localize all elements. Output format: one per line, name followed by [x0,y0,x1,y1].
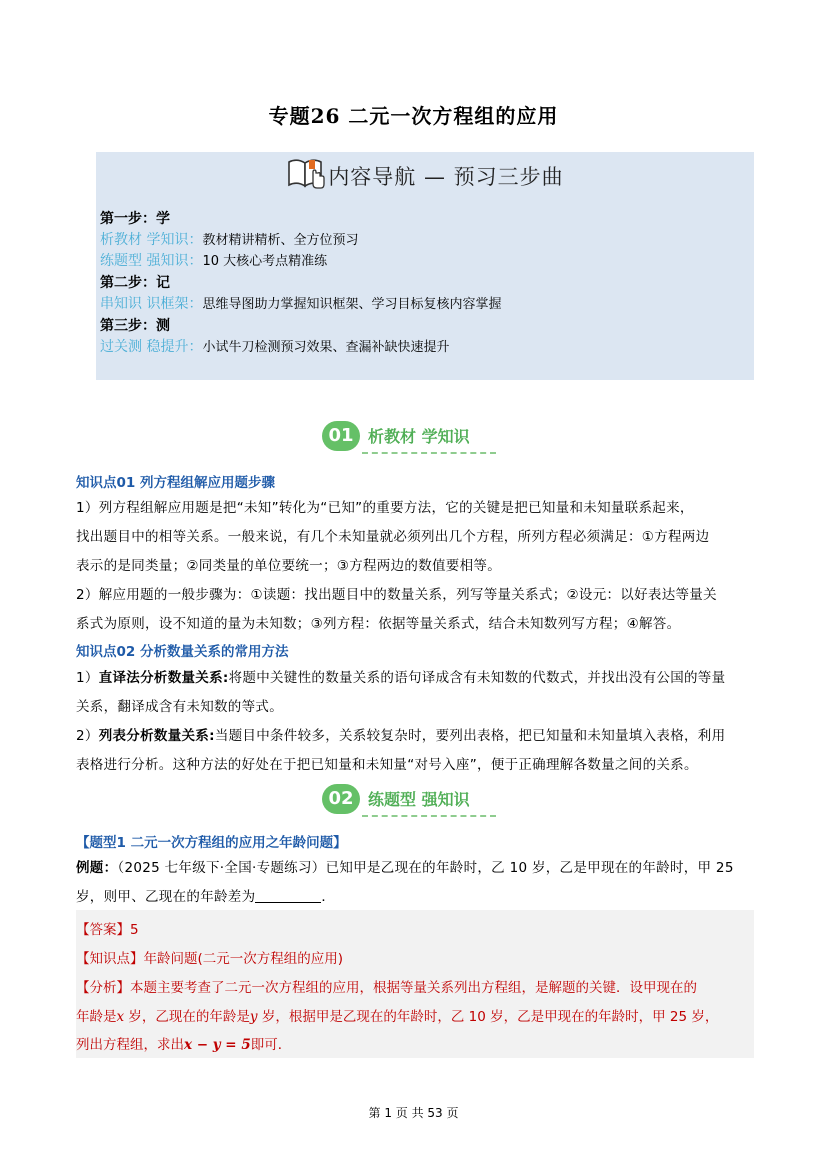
section-number: 02 [322,784,360,814]
kp1-line: 1）列方程组解应用题是把“未知”转化为“已知”的重要方法，它的关键是把已知量和未知量联系起来， [76,500,694,516]
nav-step1-item1 [100,230,358,251]
nav-header-text: 内容导航 — 预习三步曲 [328,165,564,189]
variable-y: y [249,1009,258,1025]
kp2-line [76,664,756,693]
section-number: 01 [322,421,360,451]
answer-line [76,918,139,938]
analysis-text: 列出方程组，求出 [76,1037,184,1053]
knowledge-point-2-heading: 知识点02 分析数量关系的常用方法 [76,644,289,660]
example-line [76,883,756,912]
answer-value: 5 [130,922,139,938]
analysis-line [76,1033,291,1053]
analysis-line [76,1005,718,1025]
answer-blank [255,888,321,903]
example-question [76,854,756,912]
section-underline [362,452,496,454]
step3-desc: 小试牛刀检测预习效果、查漏补缺快速提升 [202,340,450,355]
example-text: 岁，则甲、乙现在的年龄差为 [76,889,256,905]
example-end: ． [321,889,336,905]
analysis-label: 【分析】 [76,980,130,996]
equation: x − y = 5 [184,1037,251,1053]
kp1-line: 找出题目中的相等关系。一般来说，有几个未知量就必须列出几个方程，所列方程必须满足：①方程两边 [76,529,710,545]
kp2-prefix: 2） [76,728,99,744]
nav-step3 [100,316,170,336]
analysis-text: 即可． [250,1037,292,1053]
analysis-text: 年龄是 [76,1009,117,1025]
kp1-line: 2）解应用题的一般步骤为：①读题：找出题目中的数量关系，列写等量关系式；②设元：以好表达等量关 [76,587,717,603]
nav-step3-item [100,337,449,358]
analysis-text: 本题主要考查了二元一次方程组的应用，根据等量关系列出方程组，是解题的关键．设甲现在的 [130,980,697,996]
step1b-tag: 练题型 强知识： [100,253,203,269]
step1-desc: 教材精讲精析、全方位预习 [202,233,359,248]
kp1-line: 表示的是同类量；②同类量的单位要统一；③方程两边的数值要相等。 [76,558,502,574]
kp2-text: 将题中关键性的数量关系的语句译成含有未知数的代数式，并找出没有公国的等量 [228,670,726,686]
kp2-text: 当题目中条件较多，关系较复杂时，要列出表格，把已知量和未知量填入表格，利用 [214,728,726,744]
step1-title: 第一步：学 [100,211,170,227]
kp2-line: 关系，翻译成含有未知数的等式。 [76,699,283,715]
kp-label: 【知识点】 [76,951,144,967]
nav-step2-item [100,294,501,315]
analysis-line [76,976,697,996]
step2-tag: 串知识 识框架： [100,296,203,312]
nav-header [96,156,754,195]
variable-x: x [116,1009,125,1025]
analysis-text: 岁，根据甲是乙现在的年龄时，乙 10 岁，乙是甲现在的年龄时，甲 25 岁， [257,1009,719,1025]
step3-title: 第三步：测 [100,318,170,334]
example-label: 例题： [76,860,118,876]
question-type-1-heading: 【题型1 二元一次方程组的应用之年龄问题】 [76,835,347,851]
page-footer: 第 1 页 共 53 页 [368,1106,459,1120]
knowledge-point-2-body [76,664,756,780]
example-text: （2025 七年级下·全国·专题练习）已知甲是乙现在的年龄时，乙 10 岁，乙是甲现在的年龄时，甲 25 [117,860,734,876]
knowledge-point-line [76,947,343,967]
kp2-bold-term: 直译法分析数量关系: [98,670,229,686]
kp-value: 年龄问题(二元一次方程组的应用) [143,951,344,967]
kp1-line: 系式为原则，设不知道的量为未知数；③列方程：依据等量关系式，结合未知数列写方程；④解答。 [76,616,681,632]
section-label: 析教材 学知识 [368,427,470,446]
section-underline [362,815,496,817]
kp2-line [76,722,756,751]
kp2-bold-term: 列表分析数量关系: [98,728,215,744]
step2-title: 第二步：记 [100,275,170,291]
book-pointer-icon [286,156,326,195]
step1b-desc: 10 大核心考点精准练 [202,254,328,269]
knowledge-point-1-heading: 知识点01 列方程组解应用题步骤 [76,475,275,491]
page-title: 专题26 二元一次方程组的应用 [268,104,559,128]
answer-label: 【答案】 [76,922,130,938]
nav-step1-item2 [100,251,327,272]
kp2-line: 表格进行分析。这种方法的好处在于把已知量和未知量“对号入座”，便于正确理解各数量之间的关系。 [76,757,698,773]
analysis-text: 岁，乙现在的年龄是 [124,1009,250,1025]
knowledge-point-1-body [76,494,756,639]
nav-step1 [100,209,170,229]
step1-tag: 析教材 学知识： [100,232,203,248]
step3-tag: 过关测 稳提升： [100,339,203,355]
nav-step2 [100,273,170,293]
content-navigation-box [96,152,754,380]
answer-box [76,910,754,1058]
section-label: 练题型 强知识 [368,790,470,809]
step2-desc: 思维导图助力掌握知识框架、学习目标复核内容掌握 [202,297,502,312]
example-line [76,854,756,883]
kp2-prefix: 1） [76,670,99,686]
